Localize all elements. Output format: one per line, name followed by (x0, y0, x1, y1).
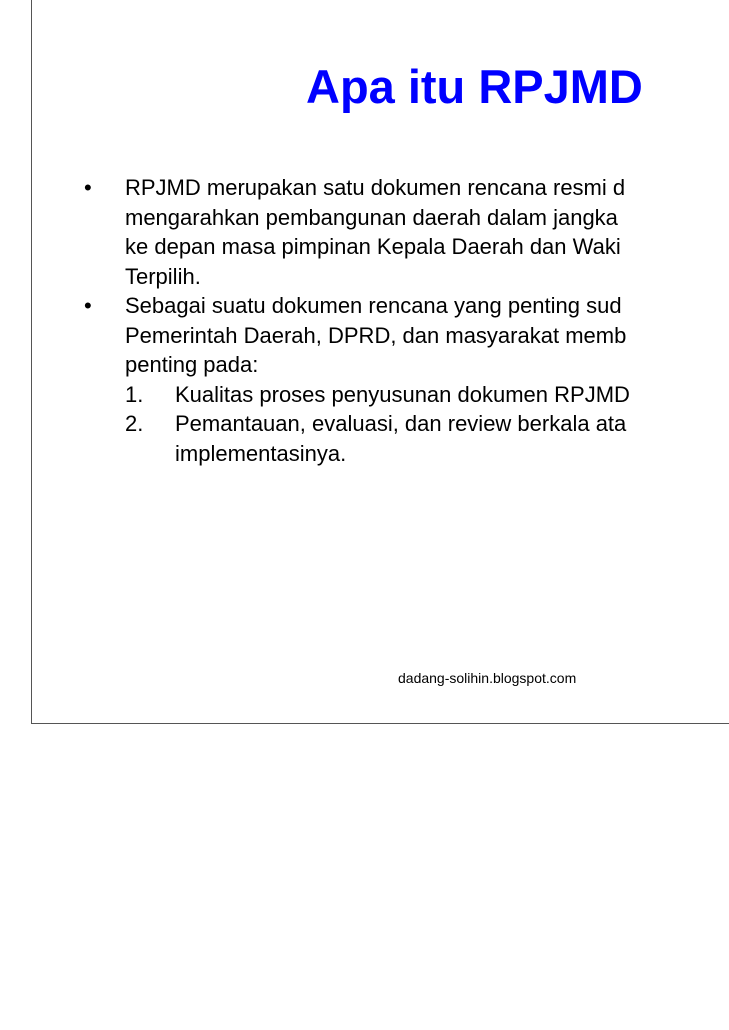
footer-source-text: dadang-solihin.blogspot.com (398, 670, 577, 686)
bullet-text-line: RPJMD merupakan satu dokumen rencana resmi d (125, 175, 626, 200)
numbered-item-2 (121, 409, 729, 468)
numbered-text-line: implementasinya. (175, 440, 347, 466)
bullet-item-2 (32, 291, 729, 468)
slide-frame (31, 0, 729, 724)
bullet-text-line: ke depan masa pimpinan Kepala Daerah dan Waki (125, 234, 621, 259)
bullet-item-1 (32, 173, 729, 291)
bullet-text-line: penting pada: (125, 352, 259, 377)
bullet-text-line: mengarahkan pembangunan daerah dalam jangka (125, 204, 618, 230)
number-marker: 2. (125, 411, 144, 436)
numbered-text-line: Kualitas proses penyusunan dokumen RPJMD (175, 381, 630, 407)
bullet-marker: • (84, 175, 92, 200)
bullet-text-line: Pemerintah Daerah, DPRD, dan masyarakat memb (125, 322, 627, 348)
bullet-text-line: Terpilih. (125, 263, 201, 289)
numbered-text-line: Pemantauan, evaluasi, dan review berkala ata (175, 411, 627, 436)
numbered-item-1 (121, 380, 729, 410)
slide-title: Apa itu RPJMD (306, 60, 643, 113)
numbered-list (125, 380, 729, 469)
bullet-marker: • (84, 293, 92, 318)
bullet-list (32, 173, 729, 468)
bullet-text-line: Sebagai suatu dokumen rencana yang penting sud (125, 293, 622, 318)
number-marker: 1. (125, 381, 144, 407)
